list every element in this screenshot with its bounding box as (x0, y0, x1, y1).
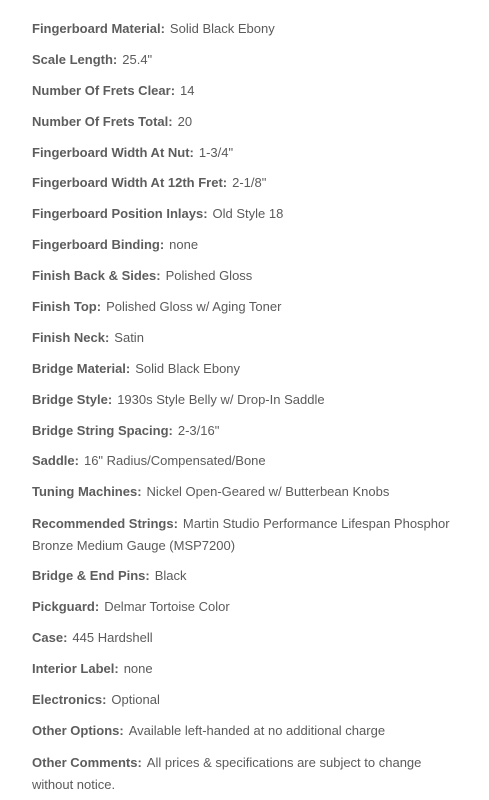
spec-value: 445 Hardshell (72, 630, 153, 646)
spec-value: Solid Black Ebony (169, 21, 275, 36)
spec-value: Polished Gloss w/ Aging Toner (106, 299, 282, 315)
specifications-list (32, 19, 452, 796)
spec-label: Number Of Frets Total: (32, 113, 173, 129)
spec-value: Solid Black Ebony (135, 360, 241, 376)
spec-case (32, 628, 452, 659)
spec-label: Pickguard: (32, 599, 100, 615)
spec-bridge-style (32, 390, 452, 421)
spec-bridge-end-pins (32, 566, 452, 597)
spec-label: Fingerboard Position Inlays: (32, 206, 208, 222)
spec-label: Electronics: (32, 691, 107, 707)
spec-value: 2-1/8" (232, 175, 267, 191)
spec-label: Finish Top: (32, 299, 102, 315)
spec-label: Number Of Frets Clear: (32, 82, 176, 98)
spec-value: Old Style 18 (212, 206, 284, 222)
spec-fingerboard-material (32, 19, 452, 50)
spec-label: Recommended Strings: (32, 516, 178, 532)
spec-label: Other Options: (32, 722, 124, 738)
spec-label: Finish Neck: (32, 329, 110, 345)
spec-tuning-machines (32, 482, 452, 513)
spec-value: 25.4" (122, 51, 153, 67)
spec-label: Bridge Style: (32, 391, 113, 407)
spec-label: Bridge String Spacing: (32, 422, 173, 438)
spec-value: Martin Studio Performance Lifespan Phosphor Bronze Medium Gauge (MSP7200) (32, 516, 450, 554)
spec-label: Fingerboard Width At 12th Fret: (32, 175, 228, 191)
spec-label: Case: (32, 630, 68, 646)
spec-other-options (32, 721, 452, 752)
spec-label: Bridge & End Pins: (32, 568, 150, 584)
spec-value: 1-3/4" (198, 144, 234, 160)
spec-label: Tuning Machines: (32, 484, 142, 500)
spec-finish-top (32, 297, 452, 328)
spec-label: Finish Back & Sides: (32, 268, 161, 284)
spec-frets-clear (32, 81, 452, 112)
spec-frets-total (32, 112, 452, 143)
spec-recommended-strings (32, 513, 452, 566)
spec-label: Fingerboard Material: (32, 21, 165, 36)
spec-interior-label (32, 659, 452, 690)
spec-finish-back-sides (32, 266, 452, 297)
spec-value: 2-3/16" (177, 422, 220, 438)
spec-value: Satin (114, 329, 144, 345)
spec-value: 1930s Style Belly w/ Drop-In Saddle (117, 391, 325, 407)
spec-value: none (123, 660, 153, 676)
spec-label: Saddle: (32, 453, 79, 469)
spec-label: Scale Length: (32, 51, 118, 67)
spec-other-comments (32, 752, 452, 796)
spec-value: none (169, 237, 199, 253)
spec-width-at-nut (32, 143, 452, 174)
spec-value: Optional (111, 691, 160, 707)
spec-value: 14 (180, 82, 195, 98)
spec-value: 20 (177, 113, 193, 129)
spec-width-at-12th-fret (32, 173, 452, 204)
spec-pickguard (32, 597, 452, 628)
spec-label: Fingerboard Width At Nut: (32, 144, 194, 160)
spec-value: Available left-handed at no additional charge (128, 722, 386, 738)
spec-scale-length (32, 50, 452, 81)
spec-position-inlays (32, 204, 452, 235)
spec-fingerboard-binding (32, 235, 452, 266)
spec-label: Bridge Material: (32, 360, 131, 376)
spec-electronics (32, 690, 452, 721)
spec-value: Polished Gloss (165, 268, 253, 284)
spec-bridge-material (32, 359, 452, 390)
spec-value: Delmar Tortoise Color (104, 599, 230, 615)
spec-label: Fingerboard Binding: (32, 237, 165, 253)
spec-value: Nickel Open-Geared w/ Butterbean Knobs (146, 484, 390, 500)
spec-bridge-string-spacing (32, 421, 452, 452)
spec-label: Other Comments: (32, 754, 142, 770)
spec-saddle (32, 451, 452, 482)
spec-value: Black (154, 568, 187, 584)
spec-label: Interior Label: (32, 660, 119, 676)
spec-value: 16" Radius/Compensated/Bone (83, 453, 266, 469)
spec-value: All prices & specifications are subject to change without notice. (32, 754, 422, 792)
spec-finish-neck (32, 328, 452, 359)
